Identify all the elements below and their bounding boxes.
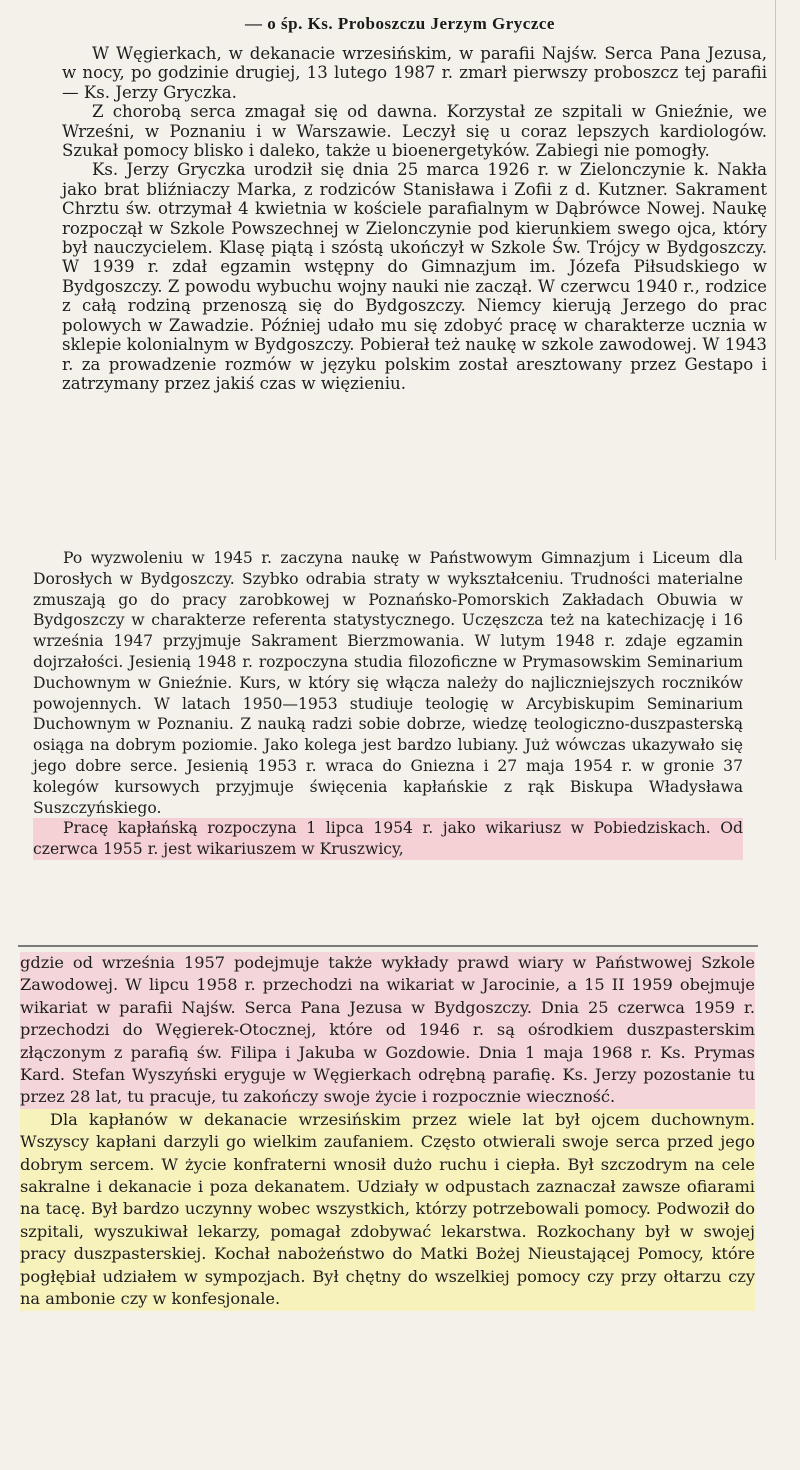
text-block-top: [62, 44, 767, 393]
highlighted-paragraph: Pracę kapłańską rozpoczyna 1 lipca 1954 r. jako wikariusz w Pobiedziskach. Od czerwca 1955 r. jest wikariuszem w Kruszwicy,: [33, 819, 743, 859]
text-block-bottom: [20, 952, 755, 1311]
page-title: — o śp. Ks. Proboszczu Jerzym Gryczce: [245, 14, 555, 33]
cut-divider-line: [18, 945, 758, 947]
highlighted-paragraph: gdzie od września 1957 podejmuje także wykłady prawd wiary w Państwowej Szkole Zawodowej. W lipcu 1958 r. przechodzi na wikariat w Jarocinie, a 15 II 1959 obejmuje wikariat w parafii Najśw. Serca Pana Jezusa w Bydgoszczy. Dnia 25 czerwca 1959 r. przechodzi do Węgierek-Otocznej, które od 1946 r. są ośrodkiem duszpasterskim złączonym z parafią św. Filipa i Jakuba w Gozdowie. Dnia 1 maja 1968 r. Ks. Prymas Kard. Stefan Wyszyński eryguje w Węgierkach odrębną parafię. Ks. Jerzy pozostanie tu przez 28 lat, tu pracuje, tu zakończy swoje życie i rozpocznie wieczność.: [20, 952, 755, 1109]
highlighted-paragraph: Dla kapłanów w dekanacie wrzesińskim przez wiele lat był ojcem duchownym. Wszyscy kapłani darzyli go wielkim zaufaniem. Często otwierali swoje serca przed jego dobrym sercem. W życie konfraterni wnosił dużo ruchu i ciepła. Był szczodrym na cele sakralne i dekanacie i poza dekanatem. Udziały w odpustach zaznaczał zawsze ofiarami na tacę. Był bardzo uczynny wobec wszystkich, którzy potrzebowali pomocy. Podwoził do szpitali, wyszukiwał lekarzy, pomagał zdobywać lekarstwa. Rozkochany był w swojej pracy duszpasterskiej. Kochał nabożeństwo do Matki Bożej Nieustającej Pomocy, które pogłębiał udziałem w sympozjach. Był chętny do wszelkiej pomocy czy przy ołtarzu czy na ambonie czy w konfesjonale.: [20, 1109, 755, 1311]
paragraph: Ks. Jerzy Gryczka urodził się dnia 25 marca 1926 r. w Zielonczynie k. Nakła jako brat bliźniaczy Marka, z rodziców Stanisława i Zofii z d. Kutzner. Sakrament Chrztu św. otrzymał 4 kwietnia w kościele parafialnym w Dąbrówce Nowej. Naukę rozpoczął w Szkole Powszechnej w Zielonczynie pod kierunkiem swego ojca, który był nauczycielem. Klasę piątą i szóstą ukończył w Szkole Św. Trójcy w Bydgoszczy. W 1939 r. zdał egzamin wstępny do Gimnazjum im. Józefa Piłsudskiego w Bydgoszczy. Z powodu wybuchu wojny nauki nie zaczął. W czerwcu 1940 r., rodzice z całą rodziną przenoszą się do Bydgoszczy. Niemcy kierują Jerzego do prac polowych w Zawadzie. Później udało mu się zdobyć pracę w charakterze ucznia w sklepie kolonialnym w Bydgoszczy. Pobierał też naukę w szkole zawodowej. W 1943 r. za prowadzenie rozmów w języku polskim został aresztowany przez Gestapo i zatrzymany przez jakiś czas w więzieniu.: [62, 160, 767, 393]
page-edge-line: [775, 0, 776, 560]
paragraph: Z chorobą serca zmagał się od dawna. Korzystał ze szpitali w Gnieźnie, we Wrześni, w Poznaniu i w Warszawie. Leczył się u coraz lepszych kardiologów. Szukał pomocy blisko i daleko, także u bioenergetyków. Zabiegi nie pomogły.: [62, 102, 767, 161]
text-block-middle: [33, 548, 743, 860]
paragraph: W Węgierkach, w dekanacie wrzesińskim, w parafii Najśw. Serca Pana Jezusa, w nocy, po godzinie drugiej, 13 lutego 1987 r. zmarł pierwszy proboszcz tej parafii — Ks. Jerzy Gryczka.: [62, 44, 767, 102]
paragraph: Po wyzwoleniu w 1945 r. zaczyna naukę w Państwowym Gimnazjum i Liceum dla Dorosłych w Bydgoszczy. Szybko odrabia straty w wykształceniu. Trudności materialne zmuszają go do pracy zarobkowej w Poznańsko-Pomorskich Zakładach Obuwia w Bydgoszczy w charakterze referenta statystycznego. Uczęszcza też na katechizację i 16 września 1947 przyjmuje Sakrament Bierzmowania. W lutym 1948 r. zdaje egzamin dojrzałości. Jesienią 1948 r. rozpoczyna studia filozoficzne w Prymasowskim Seminarium Duchownym w Gnieźnie. Kurs, w który się włącza należy do najliczniejszych roczników powojennych. W latach 1950—1953 studiuje teologię w Arcybiskupim Seminarium Duchownym w Poznaniu. Z nauką radzi sobie dobrze, wiedzę teologiczno-duszpasterską osiąga na dobrym poziomie. Jako kolega jest bardzo lubiany. Już wówczas ukazywało się jego dobre serce. Jesienią 1953 r. wraca do Gniezna i 27 maja 1954 r. w gronie 37 kolegów kursowych przyjmuje święcenia kapłańskie z rąk Biskupa Władysława Suszczyńskiego.: [33, 549, 743, 817]
